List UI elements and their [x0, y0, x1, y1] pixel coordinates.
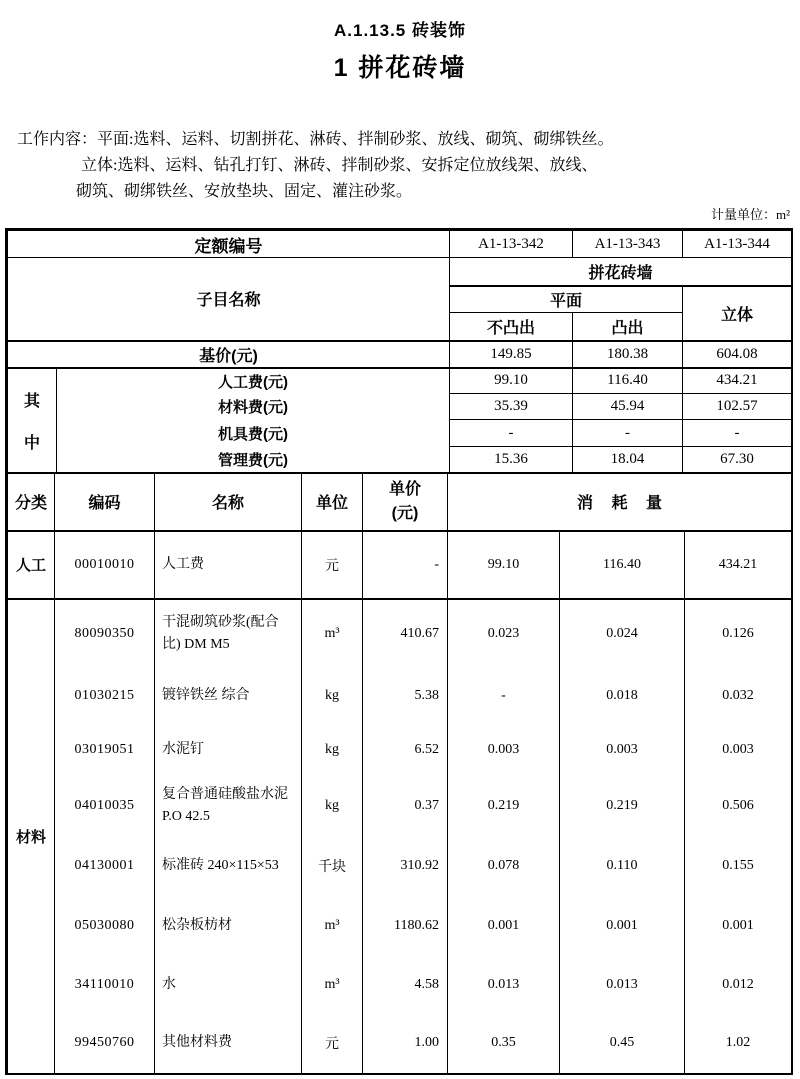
material-row-qty-3: 0.001: [685, 896, 792, 956]
material-row-name: 水: [155, 956, 302, 1014]
material-row-unit: m³: [302, 956, 363, 1014]
material-row-qty-1: -: [448, 669, 560, 724]
material-row-qty-2: 0.003: [560, 724, 685, 776]
col-consumption: 消 耗 量: [448, 474, 792, 531]
material-row-price: 1180.62: [363, 896, 448, 956]
labor-qty-2: 116.40: [560, 531, 685, 599]
col-price-line2: (元): [391, 504, 419, 522]
plane-flush: 不凸出: [450, 313, 573, 341]
material-row-price: 6.52: [363, 724, 448, 776]
material-fee-3: 102.57: [683, 394, 792, 420]
quota-table: [5, 228, 793, 1075]
material-row-price: 5.38: [363, 669, 448, 724]
material-row-qty-1: 0.003: [448, 724, 560, 776]
base-price-3: 604.08: [683, 341, 792, 368]
quota-no-label: 定额编号: [8, 231, 450, 258]
material-fee-2: 45.94: [573, 394, 683, 420]
material-row-name: 松杂板枋材: [155, 896, 302, 956]
material-fee-label: 材料费(元): [57, 394, 450, 420]
consumption-table: [7, 474, 792, 1073]
material-row-name: 标准砖 240×115×53: [155, 836, 302, 896]
measure-unit-note: 计量单位：m²: [710, 207, 790, 222]
material-row-code: 04010035: [55, 776, 155, 836]
labor-name: 人工费: [155, 531, 302, 599]
labor-fee-3: 434.21: [683, 368, 792, 394]
material-row-qty-2: 0.024: [560, 599, 685, 669]
material-row-qty-3: 0.012: [685, 956, 792, 1014]
category-material: 材料: [8, 599, 55, 1073]
labor-unit: 元: [302, 531, 363, 599]
management-fee-label: 管理费(元): [57, 447, 450, 473]
labor-qty-3: 434.21: [685, 531, 792, 599]
management-fee-1: 15.36: [450, 447, 573, 473]
material-row-qty-1: 0.078: [448, 836, 560, 896]
material-row-name: 其他材料费: [155, 1014, 302, 1073]
col-unit: 单位: [302, 474, 363, 531]
material-row-code: 80090350: [55, 599, 155, 669]
material-row-qty-1: 0.023: [448, 599, 560, 669]
plane-raised: 凸出: [573, 313, 683, 341]
machine-fee-3: -: [683, 420, 792, 447]
material-row-qty-2: 0.45: [560, 1014, 685, 1073]
material-row-code: 03019051: [55, 724, 155, 776]
base-price-2: 180.38: [573, 341, 683, 368]
section-heading: A.1.13.5 砖装饰: [334, 21, 466, 40]
material-row-name: 镀锌铁丝 综合: [155, 669, 302, 724]
material-row-qty-3: 0.126: [685, 599, 792, 669]
material-row-price: 1.00: [363, 1014, 448, 1073]
material-row-qty-1: 0.013: [448, 956, 560, 1014]
col-price: [363, 474, 448, 531]
material-row-qty-3: 0.032: [685, 669, 792, 724]
labor-fee-1: 99.10: [450, 368, 573, 394]
labor-fee-2: 116.40: [573, 368, 683, 394]
labor-qty-1: 99.10: [448, 531, 560, 599]
material-row-price: 310.92: [363, 836, 448, 896]
material-fee-1: 35.39: [450, 394, 573, 420]
among-label-top: 其: [23, 392, 40, 410]
machine-fee-1: -: [450, 420, 573, 447]
material-row-qty-2: 0.013: [560, 956, 685, 1014]
material-row-price: 4.58: [363, 956, 448, 1014]
material-row-unit: 千块: [302, 836, 363, 896]
quota-code-3: A1-13-344: [683, 231, 792, 258]
col-price-line1: 单价: [388, 480, 421, 498]
material-row-unit: kg: [302, 776, 363, 836]
material-row-qty-1: 0.35: [448, 1014, 560, 1073]
material-row-qty-2: 0.018: [560, 669, 685, 724]
material-row-qty-3: 1.02: [685, 1014, 792, 1073]
col-category: 分类: [8, 474, 55, 531]
material-row-price: 410.67: [363, 599, 448, 669]
machine-fee-label: 机具费(元): [57, 420, 450, 447]
management-fee-2: 18.04: [573, 447, 683, 473]
machine-fee-2: -: [573, 420, 683, 447]
material-row-unit: m³: [302, 896, 363, 956]
material-row-name: 复合普通硅酸盐水泥 P.O 42.5: [155, 776, 302, 836]
quota-code-1: A1-13-342: [450, 231, 573, 258]
page-title: 1 拼花砖墙: [333, 54, 467, 82]
work-content-label: 工作内容：: [17, 131, 98, 148]
work-content-line-2: 立体:选料、运料、钻孔打钉、淋砖、拌制砂浆、安拆定位放线架、放线、: [81, 157, 598, 174]
work-content-line-3: 砌筑、砌绑铁丝、安放垫块、固定、灌注砂浆。: [76, 183, 413, 200]
material-row-qty-3: 0.506: [685, 776, 792, 836]
material-row-code: 04130001: [55, 836, 155, 896]
management-fee-3: 67.30: [683, 447, 792, 473]
quota-header-table: [7, 230, 792, 474]
work-content-line-1: [17, 127, 657, 153]
material-row-name: 水泥钉: [155, 724, 302, 776]
col-code: 编码: [55, 474, 155, 531]
material-row-qty-2: 0.001: [560, 896, 685, 956]
material-row-code: 05030080: [55, 896, 155, 956]
group-name: 拼花砖墙: [450, 258, 792, 286]
among-label-bottom: 中: [23, 434, 40, 452]
material-row-qty-1: 0.219: [448, 776, 560, 836]
sub-plane: 平面: [450, 286, 683, 313]
material-row-unit: kg: [302, 724, 363, 776]
material-row-name: 干混砌筑砂浆(配合比) DM M5: [155, 599, 302, 669]
item-name-label: 子目名称: [8, 258, 450, 341]
material-row-unit: m³: [302, 599, 363, 669]
base-price-1: 149.85: [450, 341, 573, 368]
material-row-qty-1: 0.001: [448, 896, 560, 956]
material-row-qty-2: 0.110: [560, 836, 685, 896]
material-row-qty-3: 0.003: [685, 724, 792, 776]
material-row-unit: kg: [302, 669, 363, 724]
material-row-qty-3: 0.155: [685, 836, 792, 896]
labor-code: 00010010: [55, 531, 155, 599]
sub-solid: 立体: [683, 286, 792, 341]
work-content: [17, 127, 657, 205]
material-row-code: 99450760: [55, 1014, 155, 1073]
quota-code-2: A1-13-343: [573, 231, 683, 258]
material-row-qty-2: 0.219: [560, 776, 685, 836]
material-row-code: 01030215: [55, 669, 155, 724]
work-content-text-plane: 平面:选料、运料、切割拼花、淋砖、拌制砂浆、放线、砌筑、砌绑铁丝。: [97, 131, 614, 148]
labor-fee-label: 人工费(元): [57, 368, 450, 394]
labor-price: -: [363, 531, 448, 599]
among-label: [8, 368, 57, 473]
material-row-code: 34110010: [55, 956, 155, 1014]
base-price-label: 基价(元): [8, 341, 450, 368]
category-labor: 人工: [8, 531, 55, 599]
material-row-price: 0.37: [363, 776, 448, 836]
material-row-unit: 元: [302, 1014, 363, 1073]
col-name: 名称: [155, 474, 302, 531]
